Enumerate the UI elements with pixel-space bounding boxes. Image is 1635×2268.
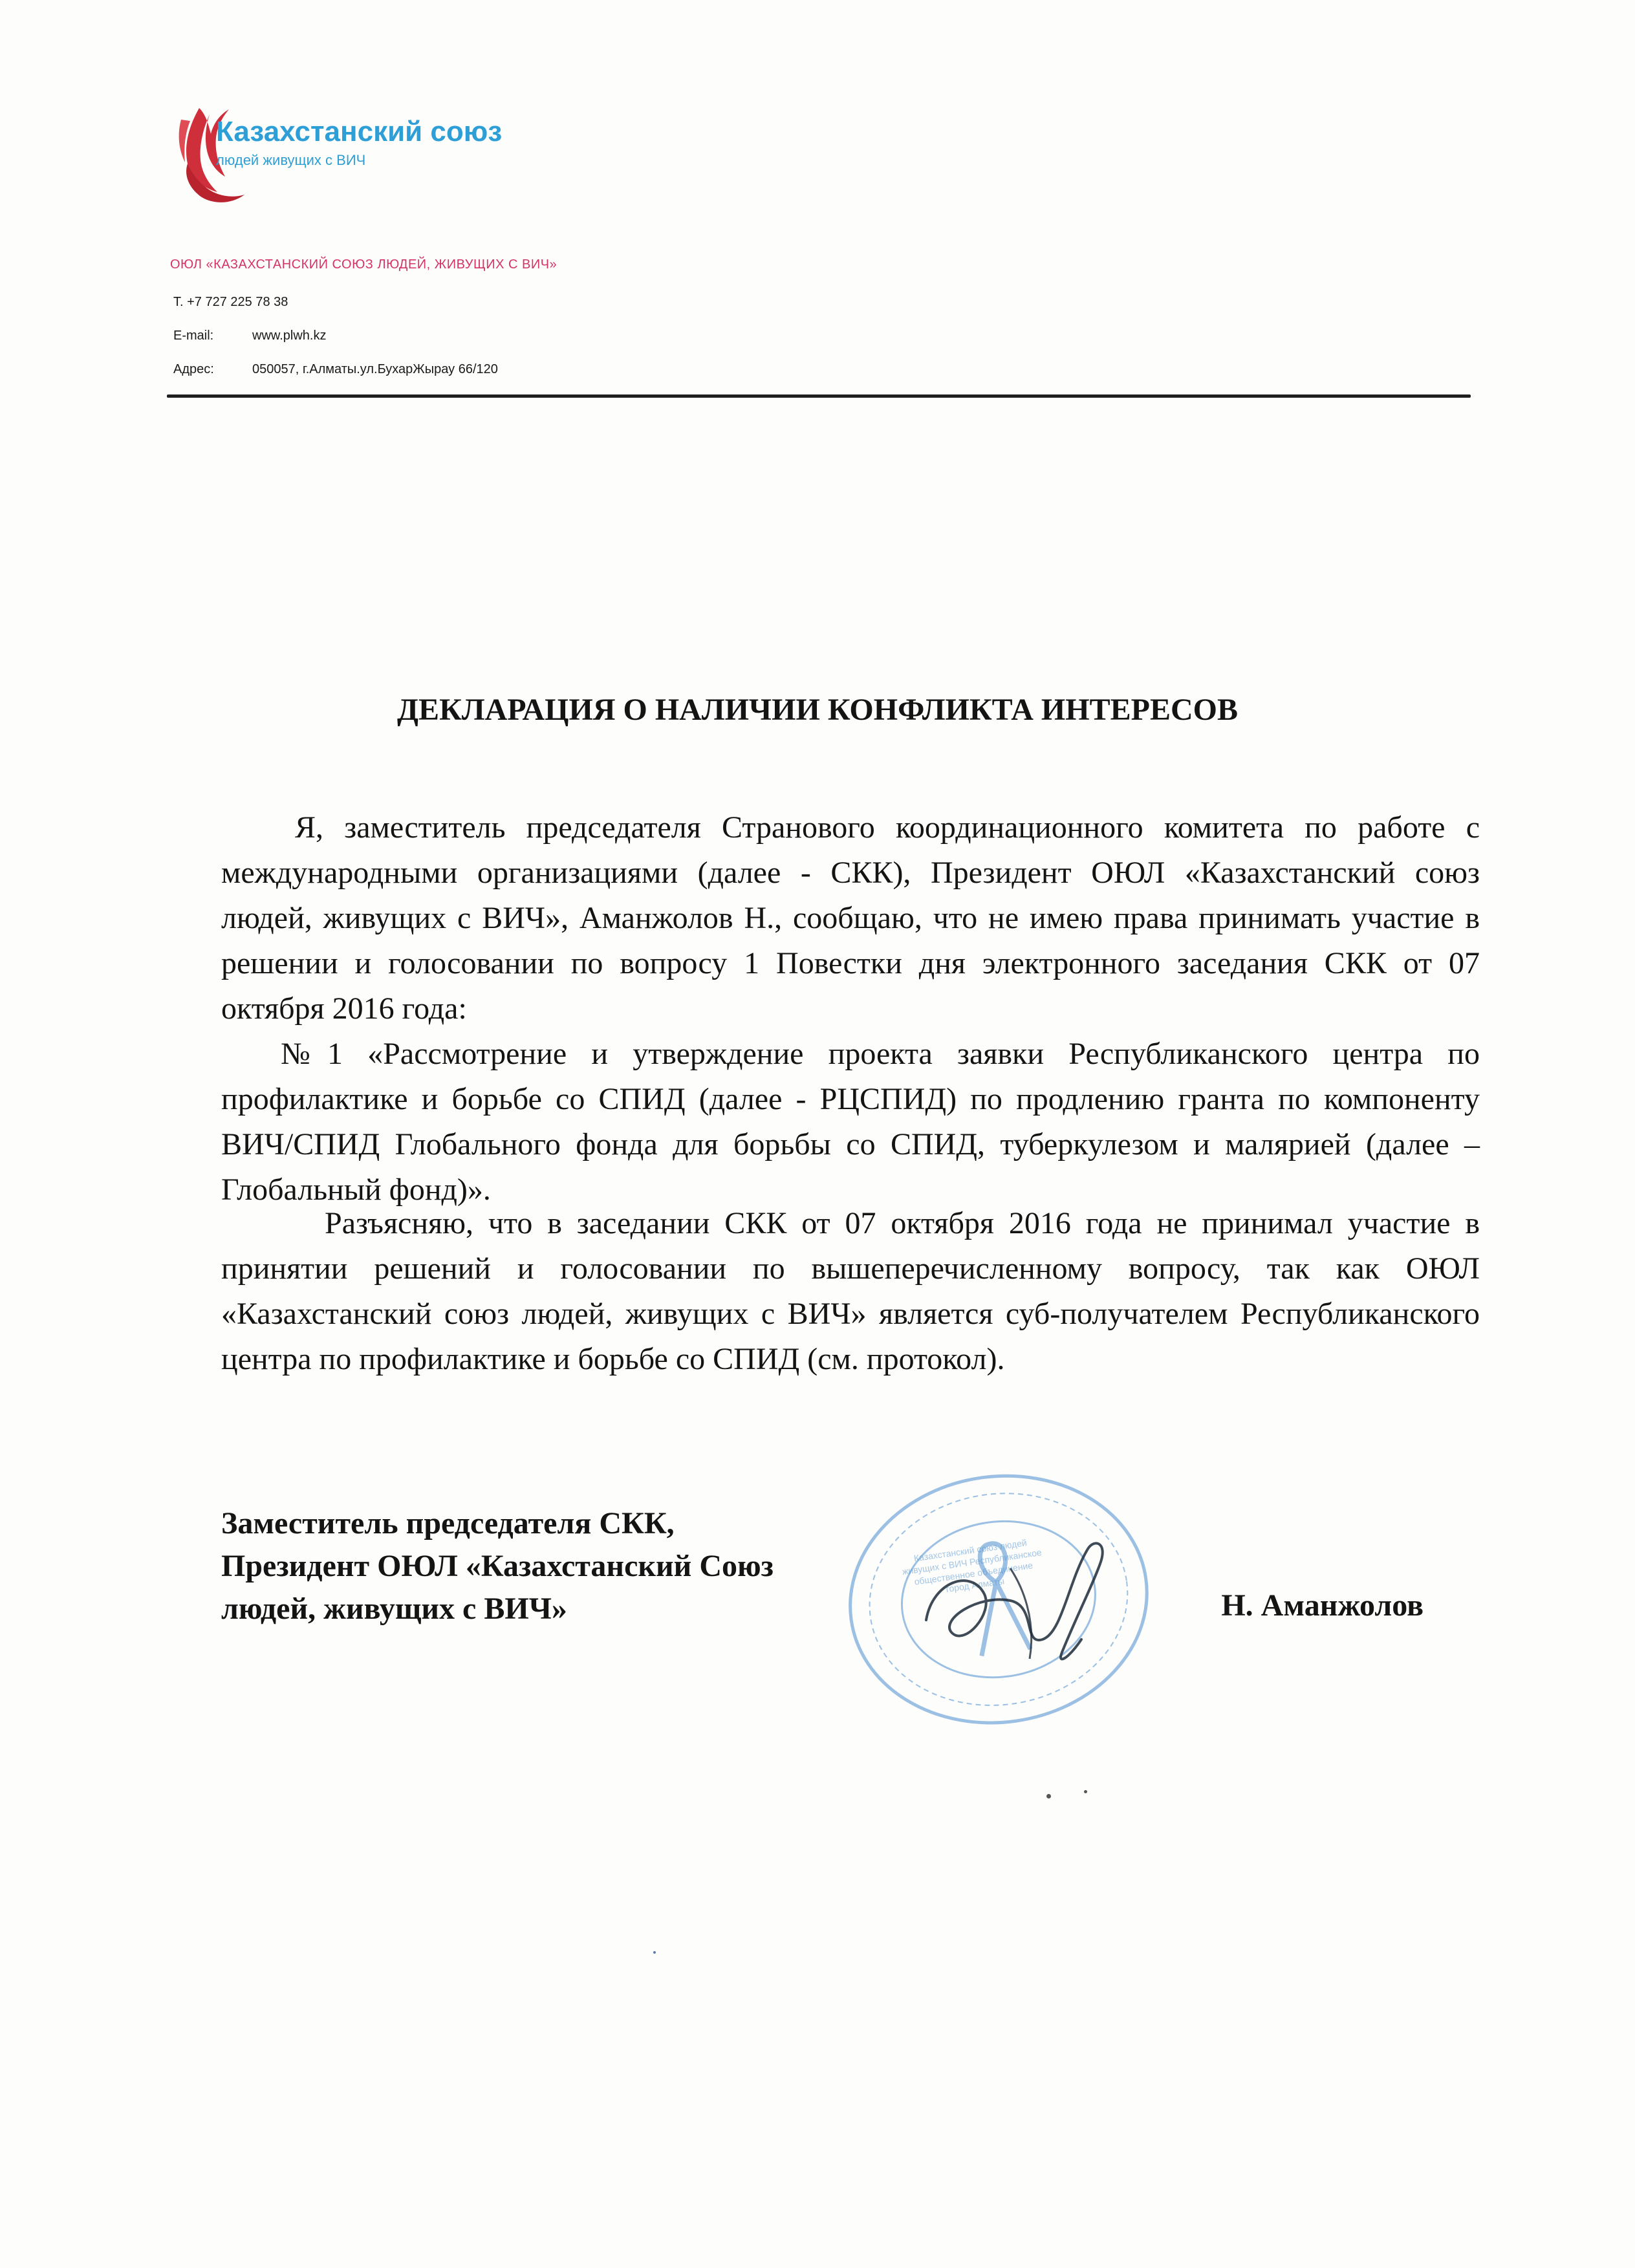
signatory-name: Н. Аманжолов bbox=[1221, 1588, 1424, 1623]
signatory-position bbox=[221, 1502, 774, 1630]
logo-title: Казахстанский союз bbox=[216, 116, 503, 147]
scan-speck bbox=[1084, 1790, 1087, 1793]
email-label: E-mail: bbox=[173, 329, 214, 343]
signatory-line-3: людей, живущих с ВИЧ» bbox=[221, 1592, 567, 1626]
email-value: www.plwh.kz bbox=[252, 329, 327, 343]
scan-speck bbox=[1046, 1794, 1051, 1798]
address-value: 050057, г.Алматы.ул.БухарЖырау 66/120 bbox=[252, 362, 498, 376]
paragraph-agenda-item: №1 «Рассмотрение и утверждение проекта заявки Республиканского центра по профилактике и борьбе со СПИД (далее - РЦСПИД) по продлению гранта по компоненту ВИЧ/СПИД Глобального фонда для борьбы со СПИД, туберкулезом и малярией (далее – Глобальный фонд)». bbox=[221, 1037, 1480, 1207]
address-line bbox=[173, 362, 498, 377]
document-title: ДЕКЛАРАЦИЯ О НАЛИЧИИ КОНФЛИКТА ИНТЕРЕСОВ bbox=[397, 693, 1238, 727]
logo-subtitle: людей живущих с ВИЧ bbox=[216, 152, 366, 168]
organization-full-name: ОЮЛ «КАЗАХСТАНСКИЙ СОЮЗ ЛЮДЕЙ, ЖИВУЩИХ С ВИЧ» bbox=[170, 257, 558, 272]
phone-text: Т. +7 727 225 78 38 bbox=[173, 295, 288, 309]
handwritten-signature bbox=[913, 1523, 1127, 1678]
header-divider bbox=[167, 394, 1471, 398]
phone-line bbox=[173, 295, 288, 310]
organization-logo bbox=[169, 100, 532, 207]
stamp-text: Казахстанский союз людей живущих с ВИЧ Республиканское общественное объединение город Алматы bbox=[901, 1537, 1043, 1594]
signatory-line-1: Заместитель председателя СКК, bbox=[221, 1506, 675, 1540]
address-label: Адрес: bbox=[173, 362, 214, 376]
paragraph-declaration: Я, заместитель председателя Странового координационного комитета по работе с международными организациями (далее - СКК), Президент ОЮЛ «Казахстанский союз людей, живущих с ВИЧ», Аманжолов Н., сообщаю, что не имею права принимать участие в решении и голосовании по вопросу 1 Повестки дня электронного заседания СКК от 07 октября 2016 года: bbox=[221, 810, 1480, 1026]
scan-speck bbox=[653, 1951, 656, 1954]
signatory-line-2: Президент ОЮЛ «Казахстанский Союз bbox=[221, 1549, 774, 1583]
paragraph-explanation: Разъясняю, что в заседании СКК от 07 октября 2016 года не принимал участие в принятии решений и голосовании по вышеперечисленному вопросу, так как ОЮЛ «Казахстанский союз людей, живущих с ВИЧ» является суб-получателем Республиканского центра по профилактике и борьбе со СПИД (см. протокол). bbox=[221, 1206, 1480, 1376]
email-line bbox=[173, 329, 326, 343]
